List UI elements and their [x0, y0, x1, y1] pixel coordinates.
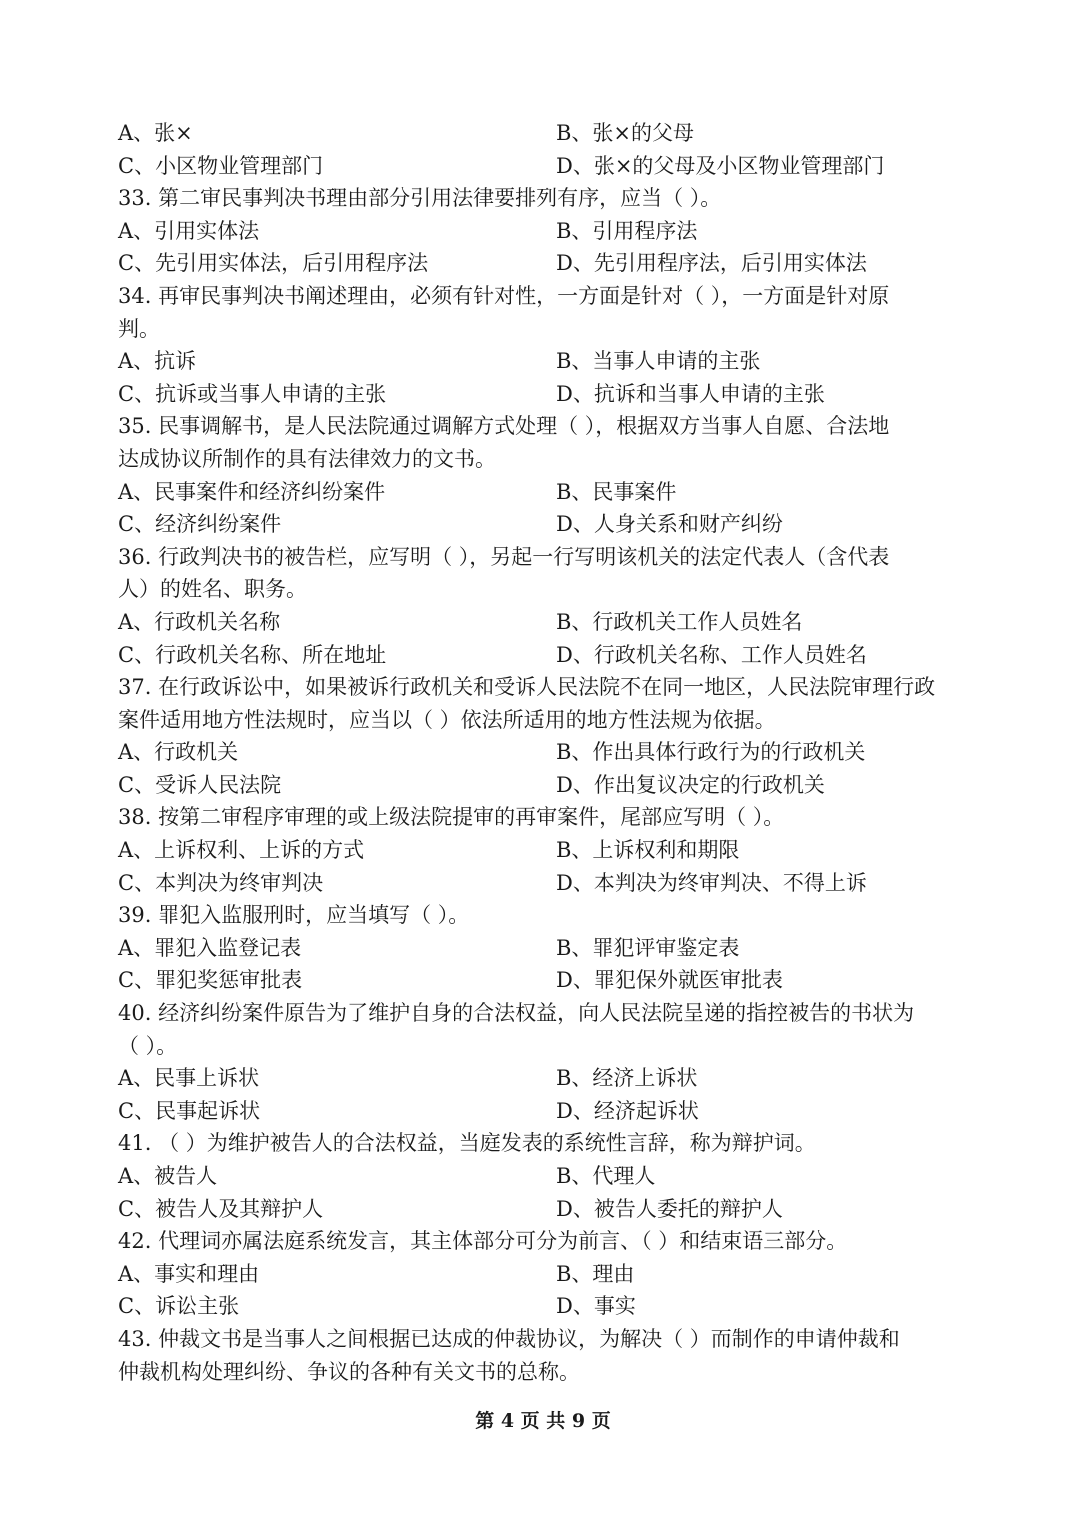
option-left: C、罪犯奖惩审批表 [118, 968, 303, 993]
question-text-line: 39. 罪犯入监服刑时，应当填写（ ）。 [118, 903, 470, 928]
option-right: D、作出复议决定的行政机关 [556, 772, 825, 797]
option-right: D、被告人委托的辩护人 [556, 1196, 783, 1221]
option-row [118, 639, 978, 672]
question-text-line: 判。 [118, 316, 160, 341]
option-right: B、罪犯评审鉴定表 [556, 935, 740, 960]
option-right: D、事实 [556, 1294, 636, 1319]
question-text-line: 仲裁机构处理纠纷、争议的各种有关文书的总称。 [118, 1359, 580, 1384]
question-text-line: 36. 行政判决书的被告栏，应写明（ ），另起一行写明该机关的法定代表人（含代表 [118, 544, 890, 569]
option-right: B、民事案件 [556, 479, 677, 504]
option-right: B、经济上诉状 [556, 1066, 698, 1091]
option-right: D、抗诉和当事人申请的主张 [556, 381, 825, 406]
option-right: B、作出具体行政行为的行政机关 [556, 740, 866, 765]
question-text-line: 42. 代理词亦属法庭系统发言，其主体部分可分为前言、（ ）和结束语三部分。 [118, 1229, 848, 1254]
question-stem [118, 410, 978, 475]
option-left: A、行政机关 [118, 740, 239, 765]
option-row [118, 606, 978, 639]
option-row [118, 736, 978, 769]
option-row [118, 932, 978, 965]
question-text-line: 达成协议所制作的具有法律效力的文书。 [118, 446, 496, 471]
option-row [118, 1062, 978, 1095]
question-stem [118, 541, 978, 606]
option-left: A、上诉权利、上诉的方式 [118, 838, 365, 863]
option-row [118, 867, 978, 900]
option-row [118, 964, 978, 997]
option-left: A、引用实体法 [118, 218, 260, 243]
option-right: D、行政机关名称、工作人员姓名 [556, 642, 867, 667]
option-right: B、代理人 [556, 1164, 656, 1188]
option-right: D、先引用程序法，后引用实体法 [556, 251, 867, 276]
question-stem [118, 1323, 978, 1388]
option-right: B、当事人申请的主张 [556, 349, 761, 374]
option-right: D、罪犯保外就医审批表 [556, 968, 783, 993]
option-row [118, 1290, 978, 1323]
question-text-line: 33. 第二审民事判决书理由部分引用法律要排列有序，应当（ ）。 [118, 186, 722, 211]
question-text-line: 案件适用地方性法规时，应当以（ ）依法所适用的地方性法规为依据。 [118, 707, 776, 732]
option-right: D、本判决为终审判决、不得上诉 [556, 870, 867, 895]
option-left: A、抗诉 [118, 349, 197, 374]
option-row [118, 769, 978, 802]
option-left: A、张× [118, 121, 193, 145]
option-row [118, 834, 978, 867]
question-text-line: 34. 再审民事判决书阐述理由，必须有针对性，一方面是针对（ ），一方面是针对原 [118, 283, 890, 308]
option-row [118, 378, 978, 411]
option-left: C、民事起诉状 [118, 1098, 261, 1123]
option-left: C、行政机关名称、所在地址 [118, 642, 387, 667]
option-row [118, 150, 978, 183]
option-left: A、民事案件和经济纠纷案件 [118, 479, 386, 504]
question-stem [118, 280, 978, 345]
option-left: C、诉讼主张 [118, 1294, 240, 1319]
option-left: A、被告人 [118, 1164, 218, 1188]
option-left: C、受诉人民法院 [118, 772, 282, 797]
question-stem [118, 997, 978, 1062]
option-left: C、被告人及其辩护人 [118, 1196, 324, 1221]
question-text-line: 43. 仲裁文书是当事人之间根据已达成的仲裁协议，为解决（ ）而制作的申请仲裁和 [118, 1326, 900, 1351]
question-text-line: 35. 民事调解书，是人民法院通过调解方式处理（ ），根据双方当事人自愿、合法地 [118, 414, 890, 439]
option-left: A、罪犯入监登记表 [118, 935, 302, 960]
option-row [118, 1258, 978, 1291]
option-left: A、民事上诉状 [118, 1066, 260, 1091]
option-right: D、经济起诉状 [556, 1098, 699, 1123]
question-text-line: 人）的姓名、职务。 [118, 577, 307, 602]
page-footer: 第 4 页 共 9 页 [475, 1410, 611, 1432]
option-right: D、张×的父母及小区物业管理部门 [556, 153, 885, 178]
option-left: A、事实和理由 [118, 1261, 260, 1286]
exam-page-body [118, 117, 978, 1388]
option-row [118, 215, 978, 248]
option-row [118, 1193, 978, 1226]
option-left: C、先引用实体法，后引用程序法 [118, 251, 429, 276]
option-right: B、张×的父母 [556, 121, 695, 145]
option-left: C、本判决为终审判决 [118, 870, 324, 895]
question-stem [118, 899, 978, 932]
option-right: B、理由 [556, 1261, 635, 1286]
option-row [118, 247, 978, 280]
question-text-line: 40. 经济纠纷案件原告为了维护自身的合法权益，向人民法院呈递的指控被告的书状为 [118, 1001, 915, 1026]
option-right: B、引用程序法 [556, 218, 698, 243]
question-text-line: 37. 在行政诉讼中，如果被诉行政机关和受诉人民法院不在同一地区，人民法院审理行政 [118, 675, 936, 700]
question-stem [118, 1225, 978, 1258]
option-row [118, 508, 978, 541]
option-left: C、小区物业管理部门 [118, 153, 324, 178]
option-right: B、行政机关工作人员姓名 [556, 609, 803, 634]
option-right: B、上诉权利和期限 [556, 838, 740, 863]
question-text-line: （ ）。 [118, 1033, 178, 1058]
question-stem [118, 671, 978, 736]
question-text-line: 38. 按第二审程序审理的或上级法院提审的再审案件，尾部应写明（ ）。 [118, 805, 785, 830]
option-row [118, 476, 978, 509]
option-left: C、抗诉或当事人申请的主张 [118, 381, 387, 406]
option-left: A、行政机关名称 [118, 609, 281, 634]
option-row [118, 345, 978, 378]
option-right: D、人身关系和财产纠纷 [556, 512, 783, 537]
question-text-line: 41. （ ）为维护被告人的合法权益，当庭发表的系统性言辞，称为辩护词。 [118, 1131, 816, 1156]
question-stem [118, 801, 978, 834]
option-row [118, 1095, 978, 1128]
question-stem [118, 1127, 978, 1160]
option-row [118, 117, 978, 150]
question-stem [118, 182, 978, 215]
option-left: C、经济纠纷案件 [118, 512, 282, 537]
option-row [118, 1160, 978, 1193]
